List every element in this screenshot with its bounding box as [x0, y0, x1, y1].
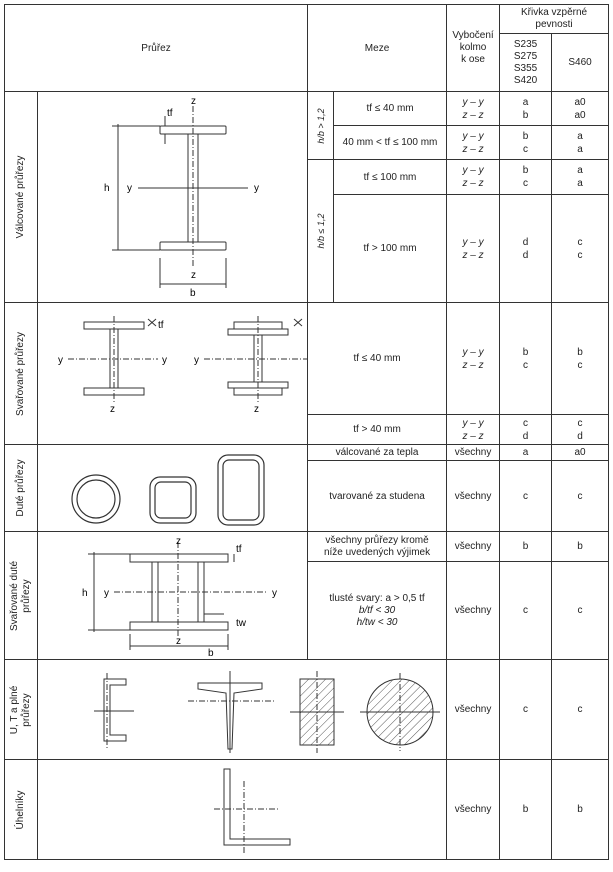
label-box-y-left: y — [104, 587, 109, 599]
group-hollow: Duté průřezy — [5, 445, 38, 532]
buckling-curve-table — [4, 4, 609, 860]
curve-a-rolled-3: b c — [500, 160, 552, 195]
curve-a-hollow-2: c — [500, 461, 552, 532]
limit-rolled-3: tf ≤ 100 mm — [334, 160, 447, 195]
curve-b-rolled-2: a a — [552, 126, 609, 160]
figure-welded-box — [38, 532, 308, 660]
axes-rolled-4: y – y z – z — [447, 195, 500, 303]
axes-rolled-1: y – y z – z — [447, 92, 500, 126]
curve-a-welded-2: c d — [500, 415, 552, 445]
curve-a-angles: b — [500, 760, 552, 860]
axes-box-1: všechny — [447, 532, 500, 562]
label-tf: tf — [167, 108, 173, 119]
axes-welded-1: y – y z – z — [447, 303, 500, 415]
axes-hollow-2: všechny — [447, 461, 500, 532]
label-welded-z1: z — [110, 403, 115, 415]
header-cross-section: Průřez — [5, 5, 308, 92]
limit-box-2: tlusté svary: a > 0,5 tf b/tf < 30 h/tw < 30 — [308, 562, 447, 660]
curve-a-welded-1: b c — [500, 303, 552, 415]
header-buckling-axis: Vybočení kolmo k ose — [447, 5, 500, 92]
curve-b-hollow-1: a0 — [552, 445, 609, 461]
curve-b-rolled-1: a0 a0 — [552, 92, 609, 126]
label-box-tw: tw — [236, 617, 246, 629]
label-welded-tf: tf — [158, 319, 164, 331]
figure-u-t-solid — [38, 660, 447, 760]
header-curve: Křivka vzpěrné pevnosti — [500, 5, 609, 34]
group-angles: Úhelníky — [5, 760, 38, 860]
curve-a-u-t: c — [500, 660, 552, 760]
figure-hollow-sections — [38, 445, 308, 532]
curve-b-box-1: b — [552, 532, 609, 562]
group-welded: Svařované průřezy — [5, 303, 38, 445]
curve-a-rolled-1: a b — [500, 92, 552, 126]
curve-b-rolled-3: a a — [552, 160, 609, 195]
ratio-le: h/b ≤ 1,2 — [308, 160, 334, 303]
axes-rolled-2: y – y z – z — [447, 126, 500, 160]
axes-hollow-1: všechny — [447, 445, 500, 461]
label-y-left: y — [127, 183, 132, 194]
axes-angles: všechny — [447, 760, 500, 860]
axes-box-2: všechny — [447, 562, 500, 660]
curve-b-rolled-4: c c — [552, 195, 609, 303]
label-box-b: b — [208, 647, 214, 658]
group-u-t-solid: U, T a plné průřezy — [5, 660, 38, 760]
label-h: h — [104, 183, 110, 194]
curve-a-rolled-4: d d — [500, 195, 552, 303]
axes-rolled-3: y – y z – z — [447, 160, 500, 195]
limit-box-1: všechny průřezy kromě níže uvedených výjimek — [308, 532, 447, 562]
curve-b-welded-2: c d — [552, 415, 609, 445]
label-y-right: y — [254, 183, 259, 194]
label-box-h: h — [82, 587, 88, 599]
label-box-tf: tf — [236, 543, 242, 555]
label-z-bottom: z — [191, 270, 196, 281]
label-b: b — [190, 288, 196, 299]
header-grades-a: S235 S275 S355 S420 — [500, 34, 552, 92]
figure-rolled-i-section — [38, 92, 308, 303]
curve-a-rolled-2: b c — [500, 126, 552, 160]
figure-angle — [38, 760, 447, 860]
label-welded-y1: y — [58, 354, 63, 366]
axes-u-t: všechny — [447, 660, 500, 760]
limit-rolled-1: tf ≤ 40 mm — [334, 92, 447, 126]
group-rolled: Válcované průřezy — [5, 92, 38, 303]
curve-a-box-2: c — [500, 562, 552, 660]
curve-b-welded-1: b c — [552, 303, 609, 415]
label-welded-y3: y — [194, 354, 199, 366]
axes-welded-2: y – y z – z — [447, 415, 500, 445]
curve-b-hollow-2: c — [552, 461, 609, 532]
limit-welded-1: tf ≤ 40 mm — [308, 303, 447, 415]
limit-rolled-4: tf > 100 mm — [334, 195, 447, 303]
limit-hollow-1: válcované za tepla — [308, 445, 447, 461]
label-welded-z2: z — [254, 403, 259, 415]
curve-a-box-1: b — [500, 532, 552, 562]
group-welded-box: Svařované duté průřezy — [5, 532, 38, 660]
limit-hollow-2: tvarované za studena — [308, 461, 447, 532]
curve-b-angles: b — [552, 760, 609, 860]
header-limits: Meze — [308, 5, 447, 92]
label-welded-y2: y — [162, 354, 167, 366]
curve-b-box-2: c — [552, 562, 609, 660]
label-box-y-right: y — [272, 587, 277, 599]
figure-welded-i-sections — [38, 303, 308, 445]
curve-a-hollow-1: a — [500, 445, 552, 461]
curve-b-u-t: c — [552, 660, 609, 760]
label-box-z-bot: z — [176, 635, 181, 647]
header-grade-b: S460 — [552, 34, 609, 92]
limit-welded-2: tf > 40 mm — [308, 415, 447, 445]
limit-rolled-2: 40 mm < tf ≤ 100 mm — [334, 126, 447, 160]
ratio-gt: h/b > 1,2 — [308, 92, 334, 160]
label-z-top: z — [191, 96, 196, 107]
label-box-z-top: z — [176, 535, 181, 547]
